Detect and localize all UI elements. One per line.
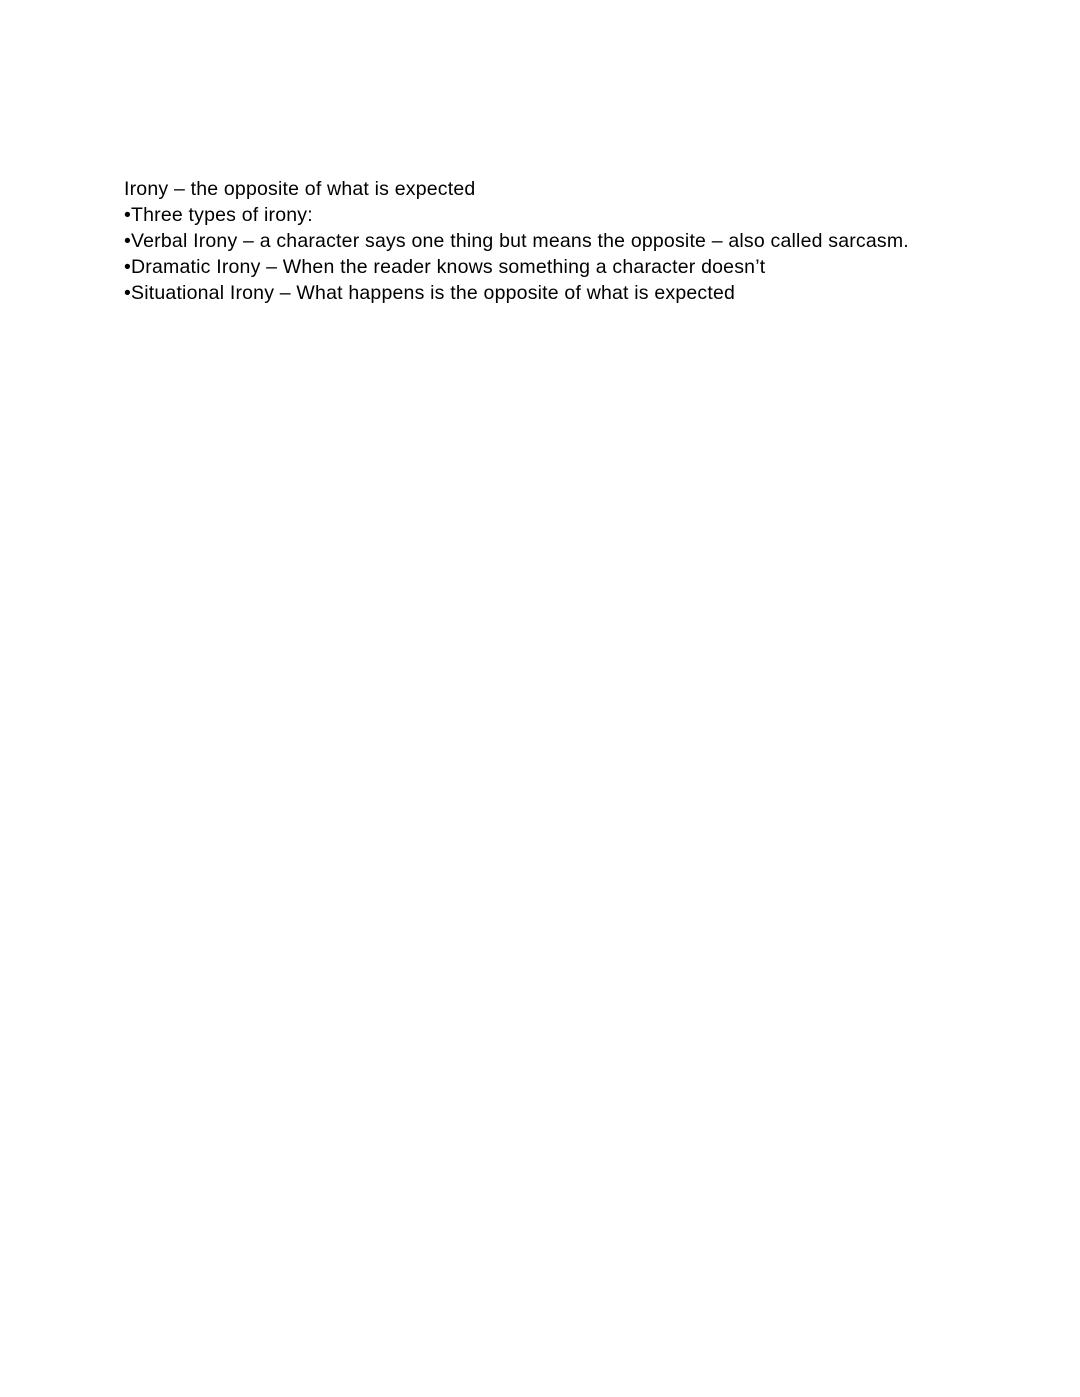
document-line-bullet-dramatic-irony: •Dramatic Irony – When the reader knows something a character doesn’t bbox=[124, 256, 766, 278]
document-text-block bbox=[124, 176, 964, 306]
document-line-bullet-situational-irony: •Situational Irony – What happens is the opposite of what is expected bbox=[124, 282, 736, 304]
document-line-bullet-verbal-irony: •Verbal Irony – a character says one thing but means the opposite – also called sarcasm. bbox=[124, 230, 909, 252]
document-line-bullet-types: •Three types of irony: bbox=[124, 204, 313, 226]
document-line-heading: Irony – the opposite of what is expected bbox=[124, 178, 476, 200]
